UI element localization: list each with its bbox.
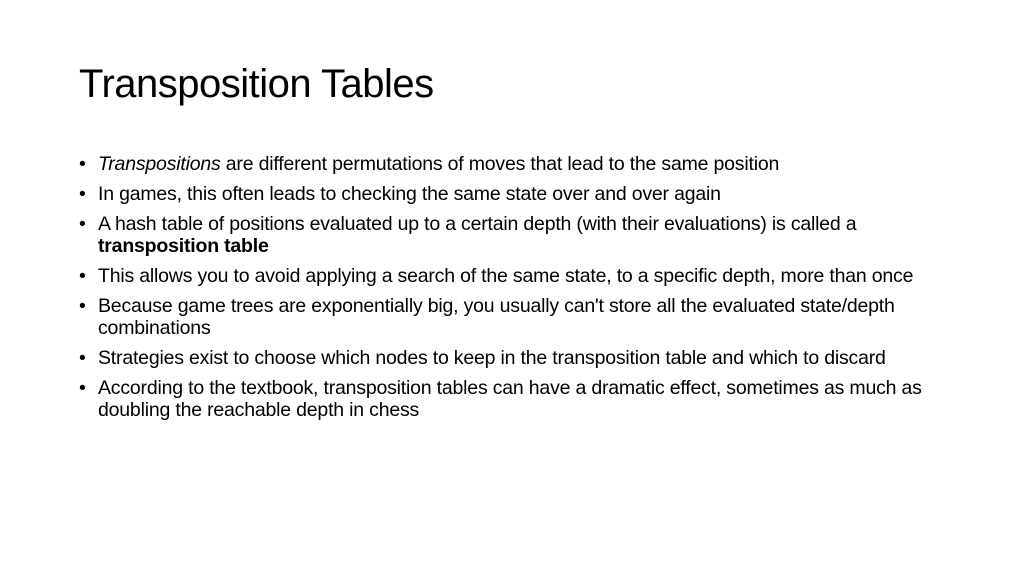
bullet-item-avoid-search	[79, 265, 959, 287]
bullet-item-repeated-states	[79, 183, 959, 205]
bullet-text: Strategies exist to choose which nodes to keep in the transposition table and which to discard	[98, 347, 886, 369]
bullet-text: This allows you to avoid applying a search of the same state, to a specific depth, more than once	[98, 265, 914, 287]
bullet-bold-term: transposition table	[98, 235, 269, 257]
bullet-item-transpositions	[79, 153, 959, 175]
slide-title: Transposition Tables	[79, 62, 434, 106]
bullet-item-hash-table	[79, 213, 959, 257]
bullet-list	[79, 153, 959, 429]
bullet-marker: •	[79, 213, 86, 235]
bullet-italic-term: Transpositions	[98, 153, 221, 175]
bullet-text: In games, this often leads to checking the same state over and over again	[98, 183, 721, 205]
bullet-marker: •	[79, 153, 86, 175]
bullet-text: are different permutations of moves that lead to the same position	[220, 153, 780, 175]
bullet-marker: •	[79, 377, 86, 399]
bullet-item-game-trees	[79, 295, 959, 339]
bullet-text: Because game trees are exponentially big, you usually can't store all the evaluated state/depth combinations	[98, 295, 895, 339]
bullet-marker: •	[79, 265, 86, 287]
bullet-marker: •	[79, 183, 86, 205]
bullet-item-strategies	[79, 347, 959, 369]
bullet-text: A hash table of positions evaluated up to a certain depth (with their evaluations) is called a	[98, 213, 857, 235]
bullet-marker: •	[79, 347, 86, 369]
bullet-item-textbook	[79, 377, 959, 421]
bullet-text: According to the textbook, transposition tables can have a dramatic effect, sometimes as much as doubling the reachable depth in chess	[98, 377, 922, 421]
bullet-marker: •	[79, 295, 86, 317]
